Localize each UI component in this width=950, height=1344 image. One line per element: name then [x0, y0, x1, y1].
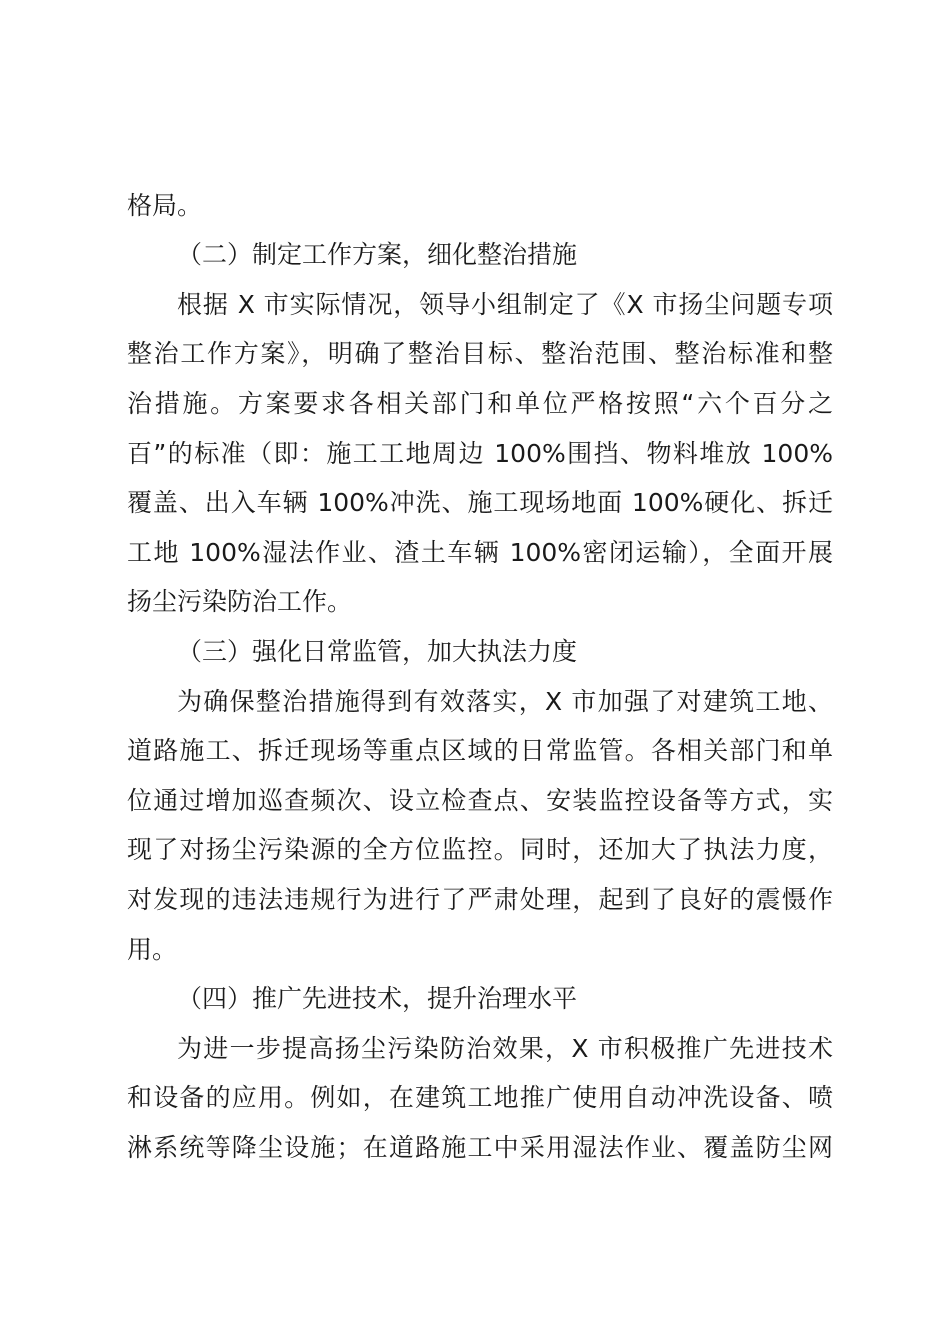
- paragraph-line: 根据 X 市实际情况，领导小组制定了《X 市扬尘问题专项: [177, 290, 833, 319]
- paragraph-line-end: 用。: [127, 935, 178, 964]
- paragraph-line: 对发现的违法违规行为进行了严肃处理，起到了良好的震慑作: [127, 885, 833, 914]
- paragraph-line: 位通过增加巡查频次、设立检查点、安装监控设备等方式，实: [127, 786, 833, 815]
- paragraph-line: 淋系统等降尘设施；在道路施工中采用湿法作业、覆盖防尘网: [127, 1133, 833, 1162]
- paragraph-line: 覆盖、出入车辆 100%冲洗、施工现场地面 100%硬化、拆迁: [127, 488, 833, 517]
- paragraph-line: 百”的标准（即：施工工地周边 100%围挡、物料堆放 100%: [127, 439, 833, 468]
- paragraph-line: 道路施工、拆迁现场等重点区域的日常监管。各相关部门和单: [127, 736, 833, 765]
- section-heading-4: （四）推广先进技术，提升治理水平: [177, 984, 578, 1013]
- paragraph-line: 为确保整治措施得到有效落实，X 市加强了对建筑工地、: [177, 687, 833, 716]
- section-heading-3: （三）强化日常监管，加大执法力度: [177, 637, 578, 666]
- section-heading-2: （二）制定工作方案，细化整治措施: [177, 240, 578, 269]
- paragraph-line: 整治工作方案》，明确了整治目标、整治范围、整治标准和整: [127, 339, 833, 368]
- paragraph-line: 工地 100%湿法作业、渣土车辆 100%密闭运输），全面开展: [127, 538, 833, 567]
- paragraph-line: 现了对扬尘污染源的全方位监控。同时，还加大了执法力度，: [127, 835, 833, 864]
- paragraph-line-end: 格局。: [127, 191, 203, 220]
- paragraph-line: 为进一步提高扬尘污染防治效果，X 市积极推广先进技术: [177, 1034, 833, 1063]
- paragraph-line: 治措施。方案要求各相关部门和单位严格按照“六个百分之: [127, 389, 833, 418]
- paragraph-line-end: 扬尘污染防治工作。: [127, 587, 353, 616]
- paragraph-line: 和设备的应用。例如，在建筑工地推广使用自动冲洗设备、喷: [127, 1083, 833, 1112]
